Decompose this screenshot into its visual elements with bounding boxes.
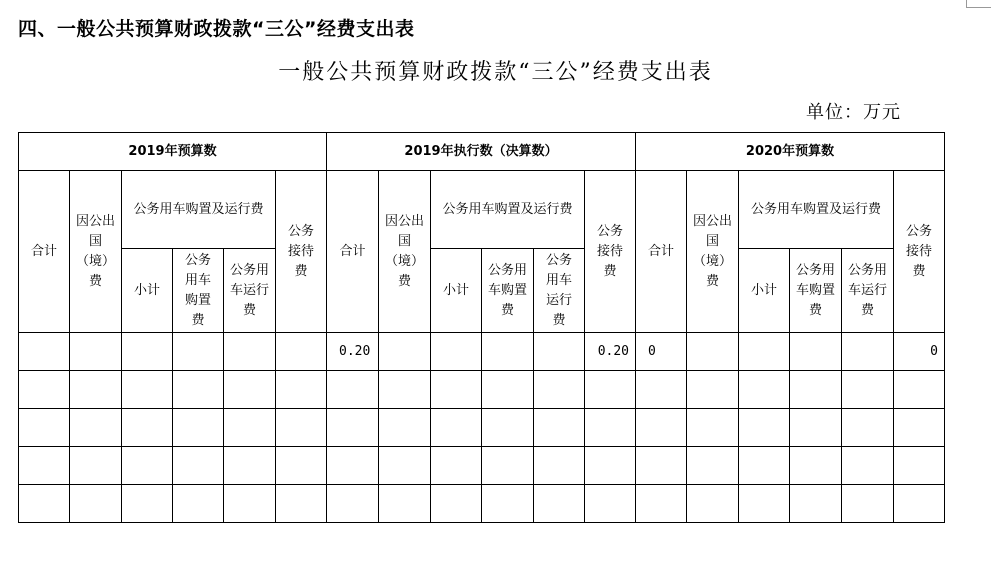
cell bbox=[534, 485, 585, 523]
cell bbox=[894, 485, 945, 523]
col-subtotal: 小计 bbox=[739, 249, 790, 333]
col-car-purchase: 公务用车购置费 bbox=[482, 249, 534, 333]
cell bbox=[173, 371, 224, 409]
cell bbox=[842, 409, 894, 447]
col-total: 合计 bbox=[19, 171, 70, 333]
col-car-operation: 公务用车运行费 bbox=[842, 249, 894, 333]
page-corner-mark bbox=[966, 0, 991, 8]
col-reception: 公务接待费 bbox=[276, 171, 327, 333]
cell bbox=[739, 485, 790, 523]
cell bbox=[534, 333, 585, 371]
cell bbox=[431, 409, 482, 447]
cell bbox=[431, 333, 482, 371]
col-abroad: 因公出国（境）费 bbox=[379, 171, 431, 333]
col-subtotal: 小计 bbox=[431, 249, 482, 333]
cell bbox=[224, 409, 276, 447]
cell bbox=[276, 371, 327, 409]
cell bbox=[739, 333, 790, 371]
col-total: 合计 bbox=[636, 171, 687, 333]
cell bbox=[276, 485, 327, 523]
cell bbox=[482, 485, 534, 523]
cell bbox=[687, 371, 739, 409]
cell bbox=[687, 333, 739, 371]
col-car-group: 公务用车购置及运行费 bbox=[122, 171, 276, 249]
cell bbox=[585, 447, 636, 485]
cell bbox=[790, 447, 842, 485]
unit-label: 单位：万元 bbox=[806, 102, 901, 123]
cell bbox=[585, 409, 636, 447]
cell bbox=[19, 333, 70, 371]
cell bbox=[842, 333, 894, 371]
col-subtotal: 小计 bbox=[122, 249, 173, 333]
cell bbox=[894, 371, 945, 409]
col-car-purchase: 公务用车购置费 bbox=[173, 249, 224, 333]
cell bbox=[19, 485, 70, 523]
cell bbox=[534, 409, 585, 447]
cell bbox=[122, 333, 173, 371]
cell bbox=[276, 333, 327, 371]
cell bbox=[431, 447, 482, 485]
cell bbox=[379, 485, 431, 523]
cell bbox=[790, 485, 842, 523]
cell bbox=[173, 333, 224, 371]
cell bbox=[224, 447, 276, 485]
cell bbox=[276, 409, 327, 447]
cell bbox=[790, 409, 842, 447]
cell bbox=[687, 409, 739, 447]
group-header-2019-budget: 2019年预算数 bbox=[19, 133, 327, 171]
cell bbox=[739, 371, 790, 409]
group-header-2020-budget: 2020年预算数 bbox=[636, 133, 945, 171]
cell bbox=[173, 447, 224, 485]
column-header-row bbox=[19, 171, 945, 249]
cell bbox=[173, 409, 224, 447]
table-row bbox=[19, 333, 945, 371]
cell bbox=[224, 333, 276, 371]
col-abroad: 因公出国（境）费 bbox=[70, 171, 122, 333]
cell bbox=[122, 485, 173, 523]
cell bbox=[224, 371, 276, 409]
cell bbox=[739, 409, 790, 447]
col-reception: 公务接待费 bbox=[585, 171, 636, 333]
cell bbox=[379, 333, 431, 371]
cell bbox=[790, 333, 842, 371]
cell bbox=[19, 409, 70, 447]
col-car-group: 公务用车购置及运行费 bbox=[431, 171, 585, 249]
col-car-operation: 公务用车运行费 bbox=[534, 249, 585, 333]
cell bbox=[739, 447, 790, 485]
col-abroad: 因公出国（境）费 bbox=[687, 171, 739, 333]
cell bbox=[19, 447, 70, 485]
cell bbox=[842, 371, 894, 409]
cell-2019-actual-total: 0.20 bbox=[327, 333, 379, 371]
cell bbox=[585, 485, 636, 523]
cell bbox=[224, 485, 276, 523]
cell bbox=[482, 371, 534, 409]
table-title: 一般公共预算财政拨款“三公”经费支出表 bbox=[278, 60, 713, 85]
cell bbox=[19, 371, 70, 409]
cell bbox=[70, 447, 122, 485]
cell bbox=[534, 447, 585, 485]
cell bbox=[173, 485, 224, 523]
cell bbox=[327, 447, 379, 485]
cell bbox=[636, 371, 687, 409]
cell bbox=[431, 371, 482, 409]
cell bbox=[482, 447, 534, 485]
table-row bbox=[19, 371, 945, 409]
cell bbox=[70, 409, 122, 447]
cell bbox=[636, 485, 687, 523]
cell bbox=[636, 409, 687, 447]
cell bbox=[687, 447, 739, 485]
cell bbox=[790, 371, 842, 409]
cell bbox=[122, 371, 173, 409]
cell bbox=[327, 409, 379, 447]
section-heading: 四、一般公共预算财政拨款“三公”经费支出表 bbox=[18, 18, 415, 40]
col-car-purchase: 公务用车购置费 bbox=[790, 249, 842, 333]
cell bbox=[122, 409, 173, 447]
cell bbox=[70, 485, 122, 523]
cell bbox=[327, 371, 379, 409]
cell bbox=[327, 485, 379, 523]
cell bbox=[70, 371, 122, 409]
cell bbox=[482, 333, 534, 371]
col-reception: 公务接待费 bbox=[894, 171, 945, 333]
col-total: 合计 bbox=[327, 171, 379, 333]
cell-2019-actual-reception: 0.20 bbox=[585, 333, 636, 371]
cell bbox=[379, 371, 431, 409]
cell bbox=[276, 447, 327, 485]
group-header-row bbox=[19, 133, 945, 171]
cell bbox=[122, 447, 173, 485]
cell bbox=[894, 447, 945, 485]
group-header-2019-actual: 2019年执行数（决算数） bbox=[327, 133, 636, 171]
cell bbox=[894, 409, 945, 447]
cell bbox=[842, 485, 894, 523]
cell bbox=[379, 409, 431, 447]
cell bbox=[70, 333, 122, 371]
cell bbox=[585, 371, 636, 409]
cell bbox=[842, 447, 894, 485]
table-row bbox=[19, 485, 945, 523]
cell-2020-budget-total: 0 bbox=[636, 333, 687, 371]
table-row bbox=[19, 447, 945, 485]
cell bbox=[534, 371, 585, 409]
cell bbox=[636, 447, 687, 485]
col-car-group: 公务用车购置及运行费 bbox=[739, 171, 894, 249]
cell bbox=[687, 485, 739, 523]
three-public-expenses-table bbox=[18, 132, 945, 523]
table-row bbox=[19, 409, 945, 447]
cell-2020-budget-reception: 0 bbox=[894, 333, 945, 371]
cell bbox=[482, 409, 534, 447]
col-car-operation: 公务用车运行费 bbox=[224, 249, 276, 333]
cell bbox=[379, 447, 431, 485]
column-subheader-row bbox=[19, 249, 945, 333]
cell bbox=[431, 485, 482, 523]
